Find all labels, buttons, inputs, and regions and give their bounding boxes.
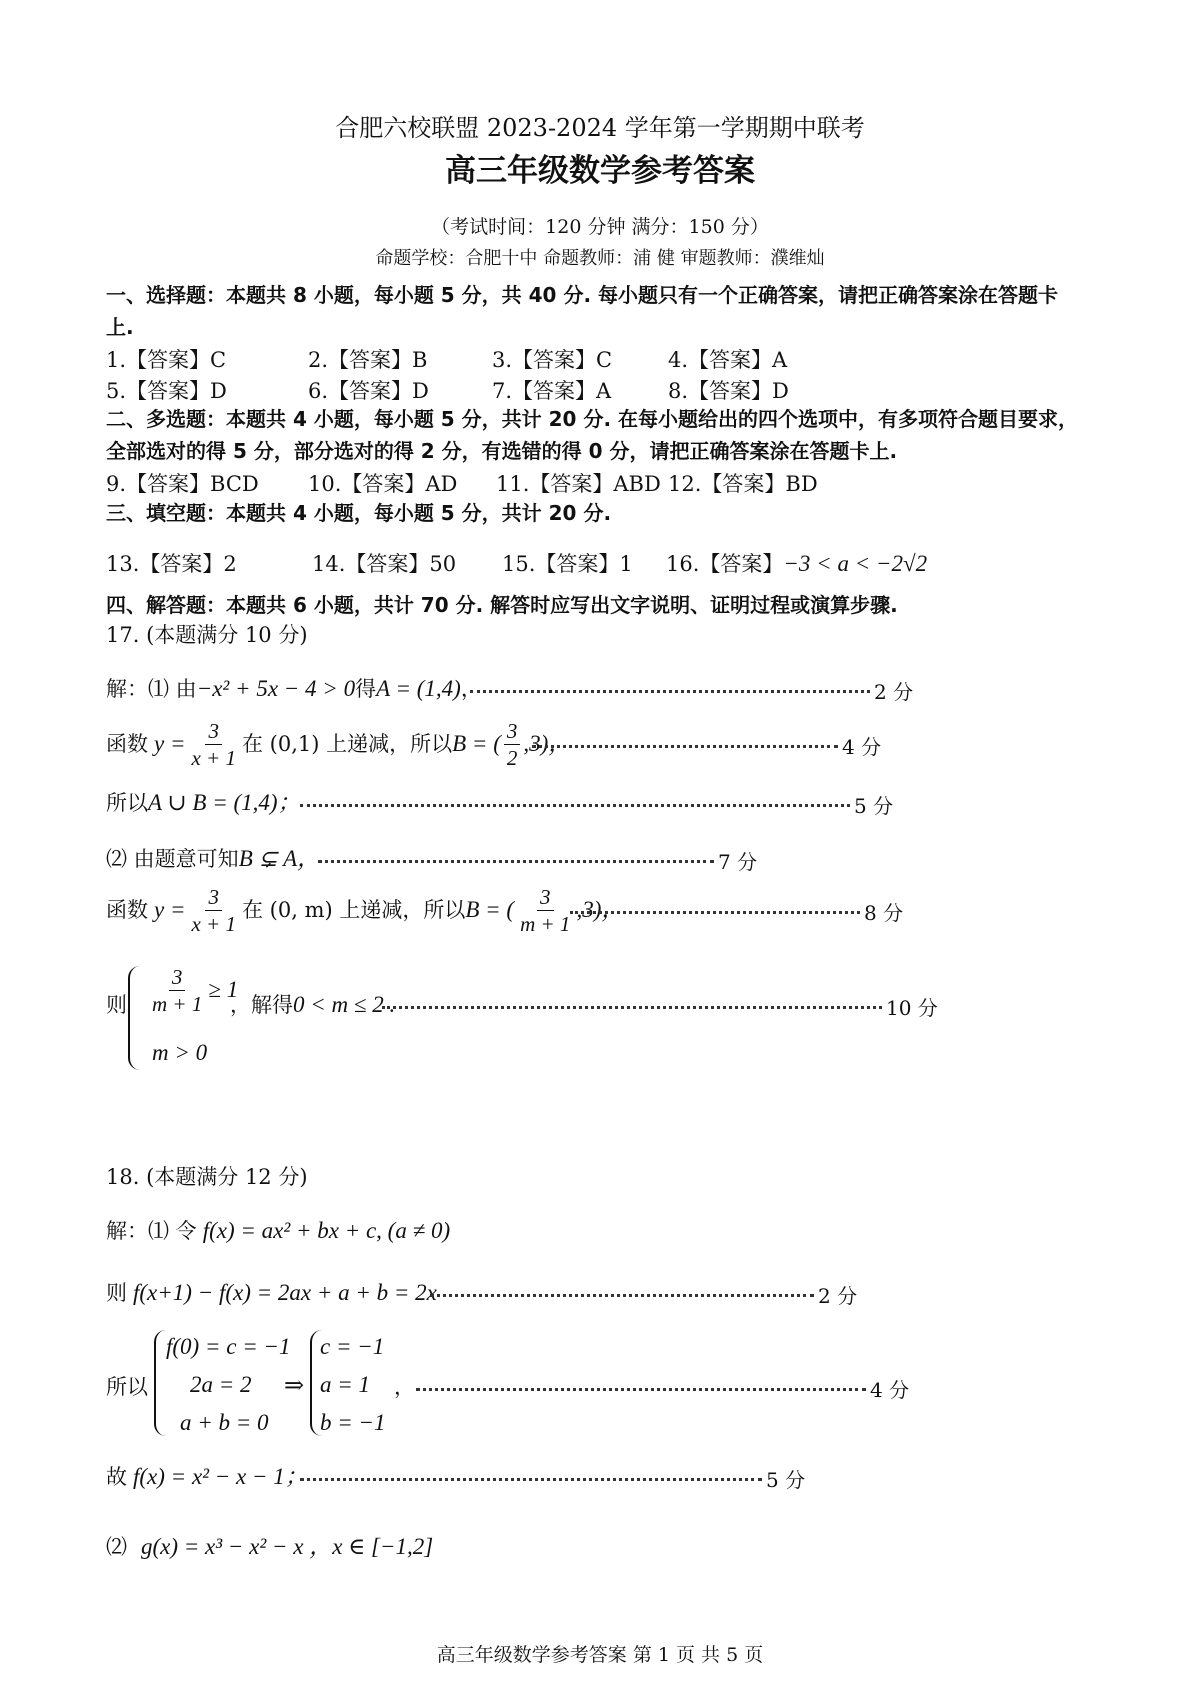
answer-3: 3.【答案】C xyxy=(492,348,613,372)
q18-l3-prefix: 所以 xyxy=(106,1375,148,1399)
page-footer: 高三年级数学参考答案 第 1 页 共 5 页 xyxy=(436,1644,764,1666)
q18-l2-leader xyxy=(430,1294,814,1297)
q17-l2-fraction2: $\frac{3}{2}$ xyxy=(504,718,521,771)
q18-line4 xyxy=(106,1464,308,1490)
q18-l3-score: 4 分 xyxy=(870,1378,910,1402)
q17-l2-y: y = xyxy=(154,731,186,756)
q17-system-row1 xyxy=(146,960,238,1020)
q17-l2-score: 4 分 xyxy=(842,735,882,759)
q17-l4-score: 7 分 xyxy=(718,850,758,874)
q17-l3-score: 5 分 xyxy=(854,794,894,818)
q18-l2-score: 2 分 xyxy=(818,1284,858,1308)
q17-l2-B: B = ( xyxy=(452,731,501,756)
answer-9: 9.【答案】BCD xyxy=(106,472,259,496)
section1-heading: 一、选择题：本题共 8 小题，每小题 5 分，共 40 分. 每小题只有一个正确答案，请把正确答案涂在答题卡 xyxy=(106,283,1059,307)
q17-line4 xyxy=(106,846,320,872)
q17-l5-mid: 在 (0, m) 上递减，所以 xyxy=(241,898,466,922)
q17-l6-prefix: 则 xyxy=(106,993,127,1017)
q17-l3-leader xyxy=(300,804,850,807)
answer-11: 11.【答案】ABD xyxy=(496,472,661,496)
answer-16-label: 16.【答案】 xyxy=(666,552,784,576)
q17-l6-ge: ≥ 1 xyxy=(208,977,239,1002)
section4-heading: 四、解答题：本题共 6 小题，共计 70 分. 解答时应写出文字说明、证明过程或演算步骤. xyxy=(106,593,898,617)
q17-l5-B: B = ( xyxy=(465,897,515,922)
q17-l6-mid: ，解得 xyxy=(230,993,293,1017)
q17-l1-mid: 得 xyxy=(355,677,377,701)
q18-l5-prefix: ⑵ xyxy=(106,1535,127,1559)
q17-l1-math2: A = (1,4) xyxy=(376,676,461,701)
q18-line5 xyxy=(106,1534,433,1560)
q17-line6 xyxy=(230,992,395,1018)
q18-l4-score: 5 分 xyxy=(766,1468,806,1492)
q18-sys1-row2: 2a = 2 xyxy=(190,1372,252,1397)
answer-10: 10.【答案】AD xyxy=(308,472,458,496)
q18-l2-math: f(x+1) − f(x) = 2ax + a + b = 2x xyxy=(133,1280,437,1305)
answer-14: 14.【答案】50 xyxy=(312,552,457,576)
q17-l5-leader xyxy=(570,911,860,914)
q18-sys2-row2: a = 1 xyxy=(320,1372,371,1397)
answer-6: 6.【答案】D xyxy=(308,379,429,403)
q17-l6-math: 0 < m ≤ 2 . xyxy=(293,992,396,1017)
q17-l6-fraction: $\frac{3}{m + 1}$ xyxy=(152,964,203,1016)
q18-line1 xyxy=(106,1218,450,1244)
q17-l5-prefix: 函数 xyxy=(106,898,148,922)
q17-l1-prefix: 解：⑴ 由 xyxy=(106,677,197,701)
q17-l2-mid: 在 (0,1) 上递减，所以 xyxy=(241,732,453,756)
q18-l5-math: g(x) = x³ − x² − x ，x ∈ [−1,2] xyxy=(141,1534,434,1559)
q18-l4-math: f(x) = x² − x − 1； xyxy=(133,1464,308,1489)
q18-l3-leader xyxy=(416,1388,866,1391)
q17-l5-fraction2: $\frac{3}{m + 1}$ xyxy=(520,884,571,936)
q18-l1-math: f(x) = ax² + bx + c, (a ≠ 0) xyxy=(202,1218,451,1243)
q18-line2 xyxy=(106,1280,437,1306)
q17-l3-prefix: 所以 xyxy=(106,791,148,815)
q18-sys2-row1: c = −1 xyxy=(320,1334,385,1359)
q17-l5-score: 8 分 xyxy=(864,901,904,925)
section2-heading: 二、多选题：本题共 4 小题，每小题 5 分，共计 20 分. 在每小题给出的四个选项中，有多项符合题目要求， xyxy=(106,407,1079,431)
q17-label: 17. (本题满分 10 分) xyxy=(106,623,308,647)
q17-l2-leader xyxy=(532,745,838,748)
q17-l5-y: y = xyxy=(154,897,186,922)
q17-l4-prefix: ⑵ 由题意可知 xyxy=(106,847,239,871)
answer-2: 2.【答案】B xyxy=(308,348,428,372)
answer-8: 8.【答案】D xyxy=(668,379,789,403)
answer-13: 13.【答案】2 xyxy=(106,552,237,576)
q17-l2-fraction: $\frac{3}{x + 1}$ xyxy=(191,718,236,770)
q17-l1-math: −x² + 5x − 4 > 0 xyxy=(196,676,356,701)
q17-l6-leader xyxy=(382,1006,882,1009)
exam-header: 合肥六校联盟 2023-2024 学年第一学期期中联考 xyxy=(335,114,865,142)
q17-line3 xyxy=(106,790,301,816)
answer-1: 1.【答案】C xyxy=(106,348,227,372)
q17-system-brace xyxy=(128,966,140,1070)
answer-16 xyxy=(666,548,927,578)
section2-heading-cont: 全部选对的得 5 分，部分选对的得 2 分，有选错的得 0 分，请把正确答案涂在答题卡上. xyxy=(106,439,898,463)
q17-l5-end: ,3)， xyxy=(576,897,625,922)
q18-sys1-row1: f(0) = c = −1 xyxy=(166,1334,291,1359)
q17-l4-math: B ⊊ A， xyxy=(238,846,321,871)
page-title: 高三年级数学参考答案 xyxy=(445,153,755,189)
q17-line2 xyxy=(106,714,571,774)
q18-label: 18. (本题满分 12 分) xyxy=(106,1165,308,1189)
authors-line: 命题学校：合肥十中 命题教师：浦 健 审题教师：濮维灿 xyxy=(375,248,825,269)
q18-l4-prefix: 故 xyxy=(106,1465,127,1489)
q18-sys1-row3: a + b = 0 xyxy=(180,1410,269,1435)
q18-l4-leader xyxy=(300,1478,762,1481)
answer-5: 5.【答案】D xyxy=(106,379,227,403)
answer-4: 4.【答案】A xyxy=(668,348,788,372)
q17-l5-fraction: $\frac{3}{x + 1}$ xyxy=(191,884,236,936)
q17-l4-leader xyxy=(318,860,714,863)
q18-system1-brace xyxy=(154,1330,166,1436)
exam-info: （考试时间：120 分钟 满分：150 分） xyxy=(431,216,769,238)
q17-l1-score: 2 分 xyxy=(874,680,914,704)
section1-heading-cont: 上. xyxy=(106,315,134,339)
q17-l1-leader xyxy=(470,690,870,693)
answer-16-math: −3 < a < −2√2 xyxy=(783,551,928,576)
q17-l2-prefix: 函数 xyxy=(106,732,148,756)
q17-system-row2: m > 0 xyxy=(152,1040,208,1065)
q17-line5 xyxy=(106,880,624,940)
q17-l6-score: 10 分 xyxy=(886,996,938,1020)
answer-15: 15.【答案】1 xyxy=(502,552,633,576)
section3-heading: 三、填空题：本题共 4 小题，每小题 5 分，共计 20 分. xyxy=(106,501,612,525)
q18-l2-prefix: 则 xyxy=(106,1281,127,1305)
q18-l3-end: ， xyxy=(394,1375,415,1399)
q17-l2-end: ,3)， xyxy=(523,731,572,756)
q18-sys2-row3: b = −1 xyxy=(320,1410,386,1435)
answer-7: 7.【答案】A xyxy=(492,379,612,403)
q17-l3-math: A ∪ B = (1,4)； xyxy=(148,790,301,815)
q17-line1: 解：⑴ 由−x² + 5x − 4 > 0得A = (1,4)， xyxy=(106,676,482,701)
answer-12: 12.【答案】BD xyxy=(668,472,818,496)
q18-l1-prefix: 解：⑴ 令 xyxy=(106,1219,197,1243)
implies-arrow: ⇒ xyxy=(284,1371,305,1399)
